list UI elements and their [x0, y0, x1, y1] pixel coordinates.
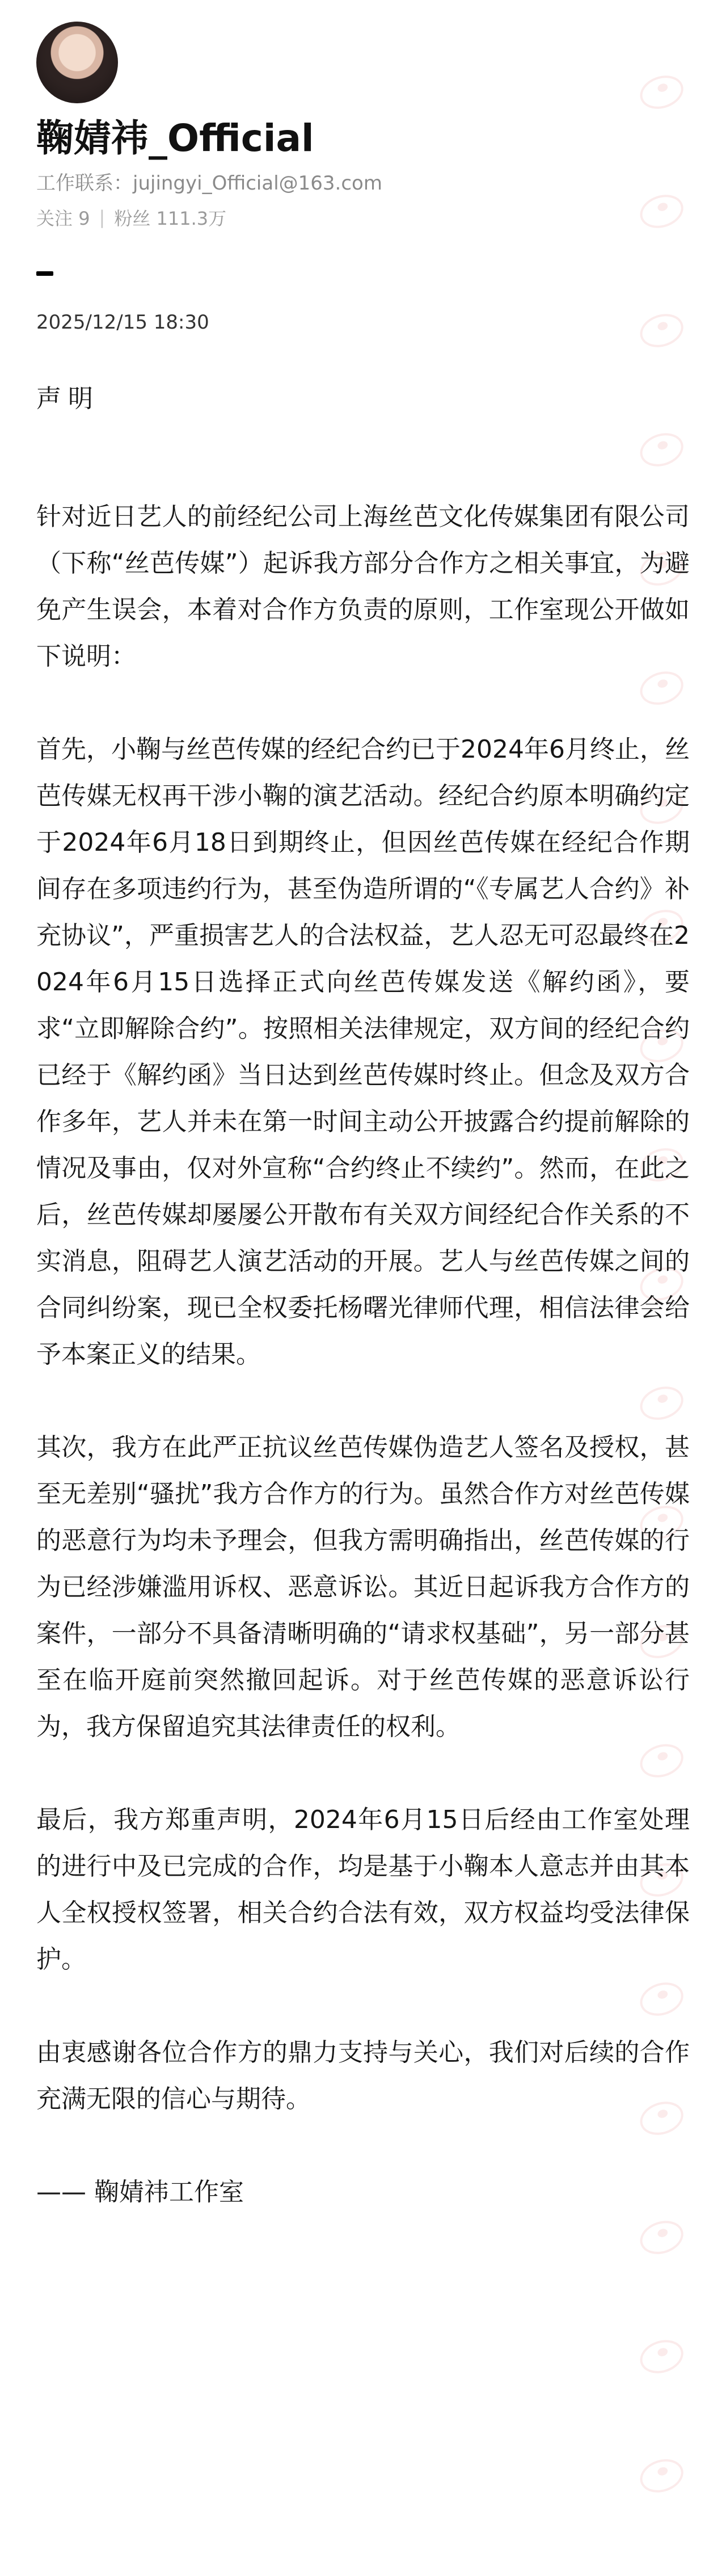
- followers-label: 粉丝: [114, 208, 151, 230]
- statement-paragraph: 针对近日艺人的前经纪公司上海丝芭文化传媒集团有限公司（下称“丝芭传媒”）起诉我方部分合作方之相关事宜，为避免产生误会，本着对合作方负责的原则，工作室现公开做如下说明：: [36, 502, 690, 671]
- avatar[interactable]: [36, 22, 118, 103]
- statement-paragraph: 首先，小鞠与丝芭传媒的经纪合约已于2024年6月终止，丝芭传媒无权再干涉小鞠的演艺活动。经纪合约原本明确约定于2024年6月18日到期终止，但因丝芭传媒在经纪合作期间存在多项违约行为，甚至伪造所谓的“《专属艺人合约》补充协议”，严重损害艺人的合法权益，艺人忍无可忍最终在2024年6月15日选择正式向丝芭传媒发送《解约函》，要求“立即解除合约”。按照相关法律规定，双方间的经纪合约已经于《解约函》当日达到丝芭传媒时终止。但念及双方合作多年，艺人并未在第一时间主动公开披露合约提前解除的情况及事由，仅对外宣称“合约终止不续约”。然而，在此之后，丝芭传媒却屡屡公开散布有关双方间经纪合作关系的不实消息，阻碍艺人演艺活动的开展。艺人与丝芭传媒之间的合同纠纷案，现已全权委托杨曙光律师代理，相信法律会给予本案正义的结果。: [36, 735, 690, 1369]
- followers-count: 111.3万: [156, 208, 227, 230]
- weibo-watermark-icon: [631, 2442, 708, 2501]
- statement-heading: 声明: [36, 384, 100, 414]
- following-label: 关注: [36, 208, 73, 230]
- statement-signature: —— 鞠婧祎工作室: [36, 2178, 244, 2207]
- profile-name[interactable]: 鞠婧祎_Official: [36, 116, 314, 160]
- contact-label: 工作联系：: [36, 171, 133, 195]
- stats-divider: |: [99, 207, 105, 229]
- following-stat[interactable]: [36, 204, 90, 230]
- followers-stat[interactable]: [114, 204, 226, 230]
- following-count: 9: [78, 208, 90, 230]
- statement-paragraph: 最后，我方郑重声明，2024年6月15日后经由工作室处理的进行中及已完成的合作，均是基于小鞠本人意志并由其本人全权授权签署，相关合约合法有效，双方权益均受法律保护。: [36, 1805, 690, 1974]
- section-dash: [36, 271, 53, 276]
- statement-paragraph: 其次，我方在此严正抗议丝芭传媒伪造艺人签名及授权，甚至无差别“骚扰”我方合作方的行为。虽然合作方对丝芭传媒的恶意行为均未予理会，但我方需明确指出，丝芭传媒的行为已经涉嫌滥用诉权、恶意诉讼。其近日起诉我方合作方的案件，一部分不具备清晰明确的“请求权基础”，另一部分甚至在临开庭前突然撤回起诉。对于丝芭传媒的恶意诉讼行为，我方保留追究其法律责任的权利。: [36, 1433, 690, 1742]
- contact-line: [36, 171, 690, 197]
- post-date: 2025/12/15 18:30: [36, 311, 209, 334]
- profile-stats: [36, 204, 690, 230]
- statement-paragraph: 由衷感谢各位合作方的鼎力支持与关心，我们对后续的合作充满无限的信心与期待。: [36, 2038, 690, 2114]
- weibo-watermark-icon: [631, 2323, 708, 2382]
- contact-email[interactable]: jujingyi_Official@163.com: [133, 171, 382, 195]
